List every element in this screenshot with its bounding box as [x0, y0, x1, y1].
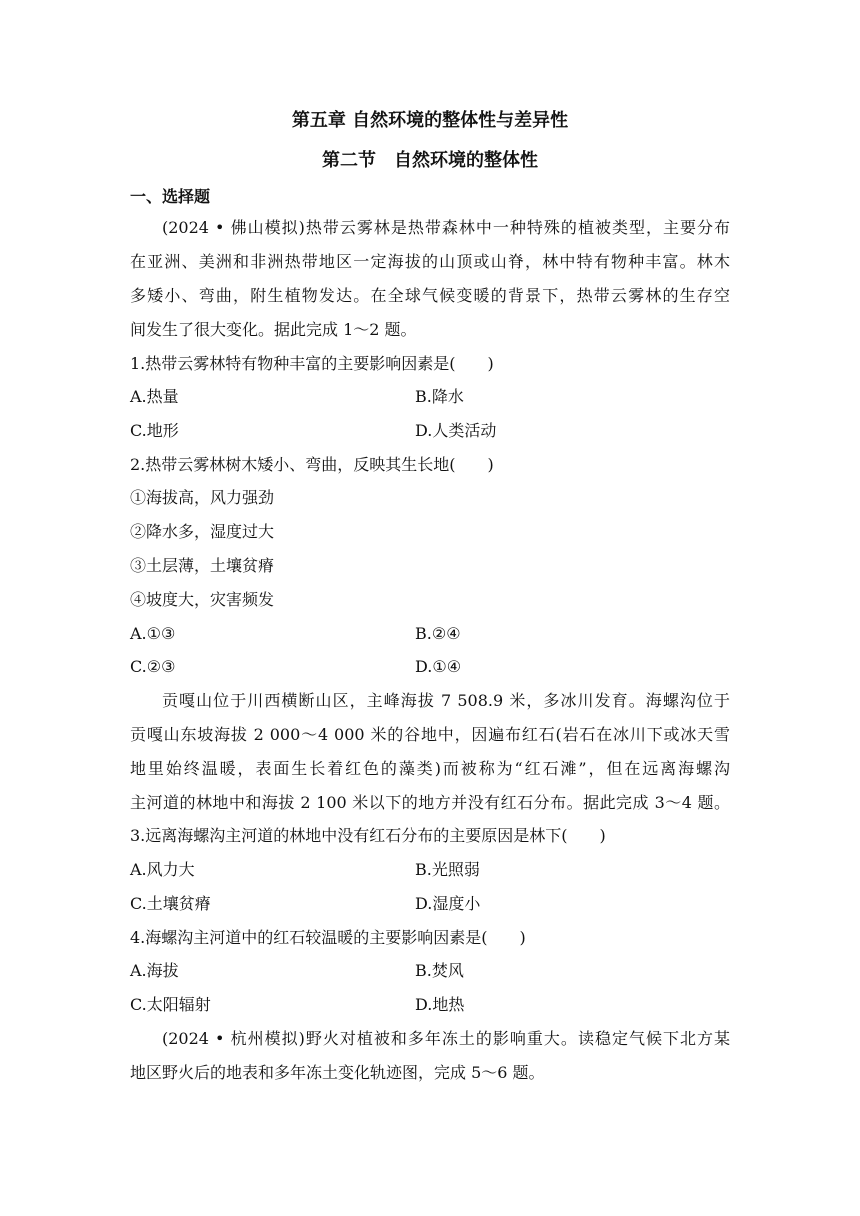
section-heading: 一、选择题 [130, 187, 211, 206]
option-b: B.降水 [415, 387, 464, 406]
option-d: D.人类活动 [415, 421, 497, 440]
passage-line: 在亚洲、美洲和非洲热带地区一定海拔的山顶或山脊，林中特有物种丰富。林木 [130, 252, 730, 271]
option-b: B.焚风 [415, 961, 464, 980]
passage-line: 地里始终温暖，表面生长着红色的藻类)而被称为“红石滩”，但在远离海螺沟 [130, 759, 730, 778]
option-d: D.①④ [415, 657, 462, 676]
option-a: A.海拔 [130, 961, 179, 980]
option-a: A.①③ [130, 624, 176, 643]
option-c: C.太阳辐射 [130, 995, 211, 1014]
option-b: B.②④ [415, 624, 461, 643]
option-b: B.光照弱 [415, 860, 480, 879]
option-d: D.湿度小 [415, 894, 481, 913]
statement-item: ②降水多，湿度过大 [130, 522, 275, 541]
passage-line: 间发生了很大变化。据此完成 1～2 题。 [130, 320, 417, 339]
passage-line: (2024 • 杭州模拟)野火对植被和多年冻土的影响重大。读稳定气候下北方某 [162, 1029, 730, 1048]
passage-line: 主河道的林地中和海拔 2 100 米以下的地方并没有红石分布。据此完成 3～4 题。 [130, 793, 730, 812]
section-title: 第二节 自然环境的整体性 [322, 150, 538, 171]
statement-item: ④坡度大，灾害频发 [130, 590, 275, 609]
option-c: C.②③ [130, 657, 176, 676]
question-stem: 1.热带云雾林特有物种丰富的主要影响因素是( ) [130, 354, 494, 373]
passage-line: (2024 • 佛山模拟)热带云雾林是热带森林中一种特殊的植被类型，主要分布 [162, 218, 730, 237]
question-stem: 2.热带云雾林树木矮小、弯曲，反映其生长地( ) [130, 455, 494, 474]
option-a: A.热量 [130, 387, 179, 406]
option-c: C.土壤贫瘠 [130, 894, 211, 913]
option-c: C.地形 [130, 421, 179, 440]
statement-item: ①海拔高，风力强劲 [130, 488, 275, 507]
statement-item: ③土层薄，土壤贫瘠 [130, 556, 275, 575]
passage-line: 贡嘎山位于川西横断山区，主峰海拔 7 508.9 米，多冰川发育。海螺沟位于 [162, 691, 730, 710]
option-d: D.地热 [415, 995, 465, 1014]
passage-line: 地区野火后的地表和多年冻土变化轨迹图，完成 5～6 题。 [130, 1063, 545, 1082]
question-stem: 3.远离海螺沟主河道的林地中没有红石分布的主要原因是林下( ) [130, 826, 606, 845]
chapter-title: 第五章 自然环境的整体性与差异性 [291, 110, 569, 131]
passage-line: 多矮小、弯曲，附生植物发达。在全球气候变暖的背景下，热带云雾林的生存空 [130, 286, 730, 305]
option-a: A.风力大 [130, 860, 195, 879]
passage-line: 贡嘎山东坡海拔 2 000～4 000 米的谷地中，因遍布红石(岩石在冰川下或冰天雪 [130, 725, 730, 744]
question-stem: 4.海螺沟主河道中的红石较温暖的主要影响因素是( ) [130, 928, 526, 947]
